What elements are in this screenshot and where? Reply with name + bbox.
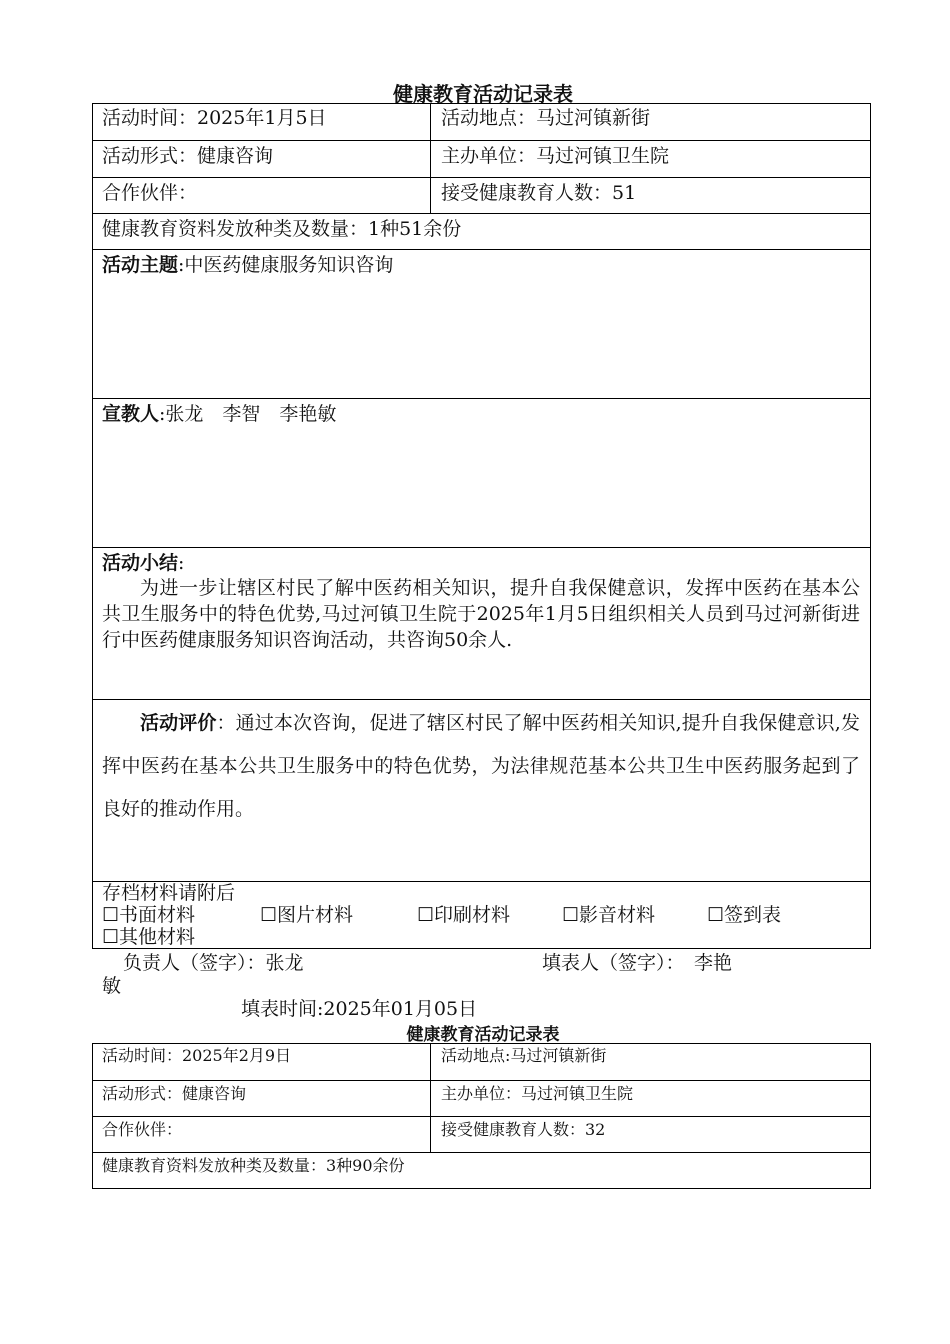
speaker-label: 宣教人 [102,403,160,425]
summary-label: 活动小结 [102,552,179,574]
host-unit-2: 主办单位：马过河镇卫生院 [430,1080,870,1116]
checkbox-written[interactable]: ☐书面材料 [102,904,196,926]
checkbox-pictures[interactable]: ☐图片材料 [260,904,354,926]
checkbox-other[interactable]: ☐其他材料 [102,926,196,948]
form1-title: 健康教育活动记录表 [393,82,573,106]
checkbox-signin[interactable]: ☐签到表 [707,904,782,926]
eval-text: ：通过本次咨询，促进了辖区村民了解中医药相关知识,提升自我保健意识,发挥中医药在基本公共卫生服务中的特色优势，为法律规范基本公共卫生中医药服务起到了良好的推动作用。 [102,712,860,820]
activity-summary [92,547,870,699]
audience-count-2: 接受健康教育人数：32 [430,1116,870,1152]
materials-distributed-2: 健康教育资料发放种类及数量：3种90余份 [92,1152,870,1188]
audience-count: 接受健康教育人数：51 [430,177,870,213]
responsible-signature: 负责人（签字）：张龙 [123,952,304,974]
speakers [92,398,870,547]
speaker-value: :张龙 李智 李艳敏 [159,403,337,425]
partner: 合作伙伴： [92,177,430,213]
form2-title: 健康教育活动记录表 [406,1025,560,1045]
partner-2: 合作伙伴： [92,1116,430,1152]
activity-place: 活动地点：马过河镇新街 [430,103,870,140]
activity-form: 活动形式：健康咨询 [92,140,430,177]
archive-label: 存档材料请附后 [102,882,236,904]
materials-distributed: 健康教育资料发放种类及数量：1种51余份 [92,213,870,249]
filler-signature-cont: 敏 [102,975,122,997]
host-unit: 主办单位：马过河镇卫生院 [430,140,870,177]
activity-evaluation [92,699,870,881]
theme-value: :中医药健康服务知识咨询 [178,254,394,276]
theme-label: 活动主题 [102,254,179,276]
activity-form-2: 活动形式：健康咨询 [92,1080,430,1116]
activity-time-2: 活动时间：2025年2月9日 [102,1046,292,1065]
fill-date: 填表时间:2025年01月05日 [241,998,478,1020]
activity-time: 活动时间：2025年1月5日 [102,107,327,129]
summary-colon: : [178,552,185,574]
eval-label: 活动评价 [140,712,217,734]
filler-signature: 填表人（签字）： 李艳 [542,952,733,974]
activity-theme [92,249,870,398]
summary-text: 为进一步让辖区村民了解中医药相关知识，提升自我保健意识，发挥中医药在基本公共卫生服务中的特色优势,马过河镇卫生院于2025年1月5日组织相关人员到马过河新街进行中医药健康服务知识咨询活动，共咨询50余人. [102,577,860,651]
checkbox-audiovisual[interactable]: ☐影音材料 [562,904,656,926]
activity-place-2: 活动地点:马过河镇新街 [430,1043,870,1080]
archive-section [92,881,870,948]
checkbox-printed[interactable]: ☐印刷材料 [417,904,511,926]
